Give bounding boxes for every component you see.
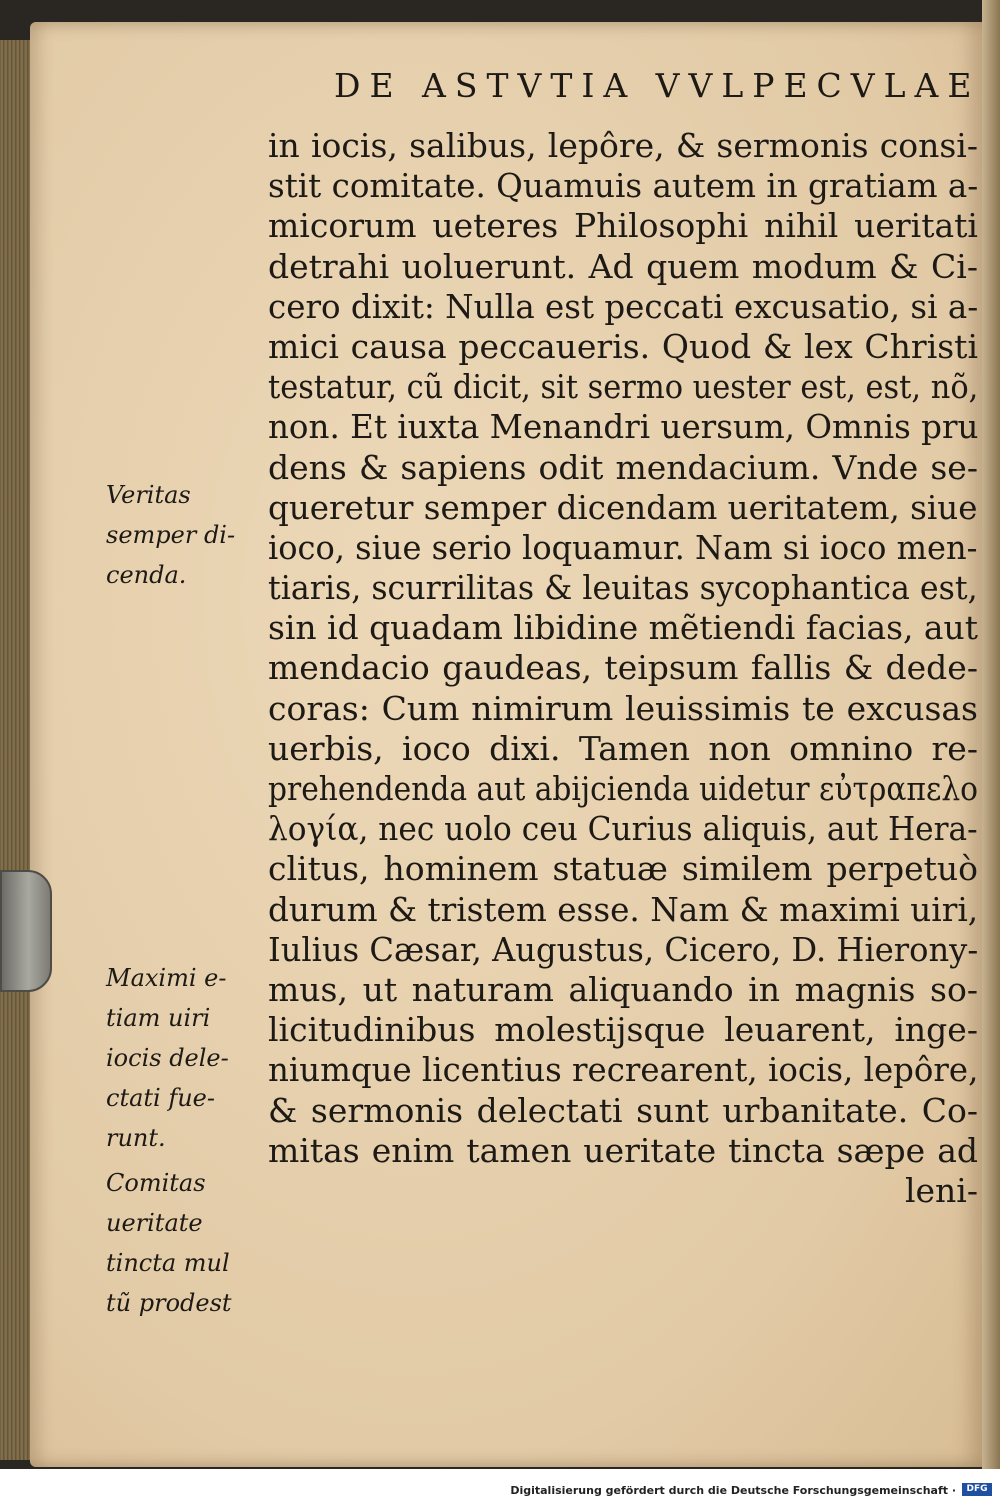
margin-note-line: tũ prodest <box>106 1289 232 1317</box>
text-line: prehendenda aut abijcienda uidetur εὐτραπελο <box>268 769 979 808</box>
text-line: queretur semper dicendam ueritatem, siue <box>268 487 978 527</box>
margin-note-line: runt. <box>106 1124 166 1152</box>
book-edge <box>0 40 34 1460</box>
margin-note-maximi <box>106 958 266 1158</box>
margin-note-line: semper di- <box>106 521 236 549</box>
catchword: leni- <box>904 1170 978 1210</box>
margin-note-line: Comitas <box>106 1169 206 1197</box>
text-line: mici causa peccaueris. Quod & lex Christi <box>268 326 978 366</box>
dfg-logo-icon: DFG <box>962 1483 992 1496</box>
running-head: DE ASTVTIA VVLPECVLAE <box>334 66 981 105</box>
text-line: micorum ueteres Philosophi nihil ueritati <box>268 206 978 246</box>
margin-note-line: Veritas <box>106 481 191 509</box>
text-line: tiaris, scurrilitas & leuitas sycophantica est, <box>268 568 978 608</box>
margin-note-line: Maximi e- <box>106 964 227 992</box>
margin-note-line: tiam uiri <box>106 1004 211 1032</box>
text-line: durum & tristem esse. Nam & maximi uiri, <box>268 889 979 929</box>
text-line: cero dixit: Nulla est peccati excusatio, si a- <box>268 286 979 326</box>
margin-note-line: ctati fue- <box>106 1084 215 1112</box>
margin-note-line: cenda. <box>106 561 187 589</box>
text-line: mus, ut naturam aliquando in magnis so- <box>268 969 978 1009</box>
text-line: ioco, siue serio loquamur. Nam si ioco men- <box>268 527 978 567</box>
facing-page-edge <box>982 0 1000 1470</box>
text-line: clitus, hominem statuæ similem perpetuò <box>268 849 978 889</box>
margin-note-line: iocis dele- <box>106 1044 229 1072</box>
text-line: sin id quadam libidine mẽtiendi facias, aut <box>268 608 978 648</box>
text-line: stit comitate. Quamuis autem in gratiam a- <box>268 166 979 206</box>
funding-notice: Digitalisierung gefördert durch die Deutsche Forschungsgemeinschaft · <box>510 1484 956 1497</box>
text-line: mitas enim tamen ueritate tincta sæpe ad <box>268 1130 978 1170</box>
book-clasp <box>0 870 52 992</box>
text-line: licitudinibus molestijsque leuarent, inge- <box>268 1010 978 1050</box>
text-line: uerbis, ioco dixi. Tamen non omnino re- <box>268 728 978 768</box>
text-line: non. Et iuxta Menandri uersum, Omnis pru <box>268 407 979 447</box>
margin-note-comitas <box>106 1163 266 1323</box>
text-line: dens & sapiens odit mendacium. Vnde se- <box>268 447 978 487</box>
text-line: testatur, cũ dicit, sit sermo uester est, est, nõ, <box>268 367 979 407</box>
text-line: in iocis, salibus, lepôre, & sermonis consi- <box>268 126 978 165</box>
text-line: & sermonis delectati sunt urbanitate. Co- <box>268 1090 978 1130</box>
text-line: detrahi uoluerunt. Ad quem modum & Ci- <box>268 246 978 286</box>
margin-note-veritas <box>106 475 266 595</box>
text-line: coras: Cum nimirum leuissimis te excusas <box>268 688 978 728</box>
margin-note-line: ueritate <box>106 1209 203 1237</box>
text-line: Iulius Cæsar, Augustus, Cicero, D. Hierony- <box>268 929 979 969</box>
text-line: mendacio gaudeas, teipsum fallis & dede- <box>268 648 978 688</box>
text-line: λογία, nec uolo ceu Curius aliquis, aut Hera- <box>268 809 978 849</box>
text-line: niumque licentius recrearent, iocis, lepôre, <box>268 1050 979 1090</box>
digitization-footer <box>0 1469 1000 1503</box>
body-text <box>268 126 978 1211</box>
margin-note-line: tincta mul <box>106 1249 230 1277</box>
